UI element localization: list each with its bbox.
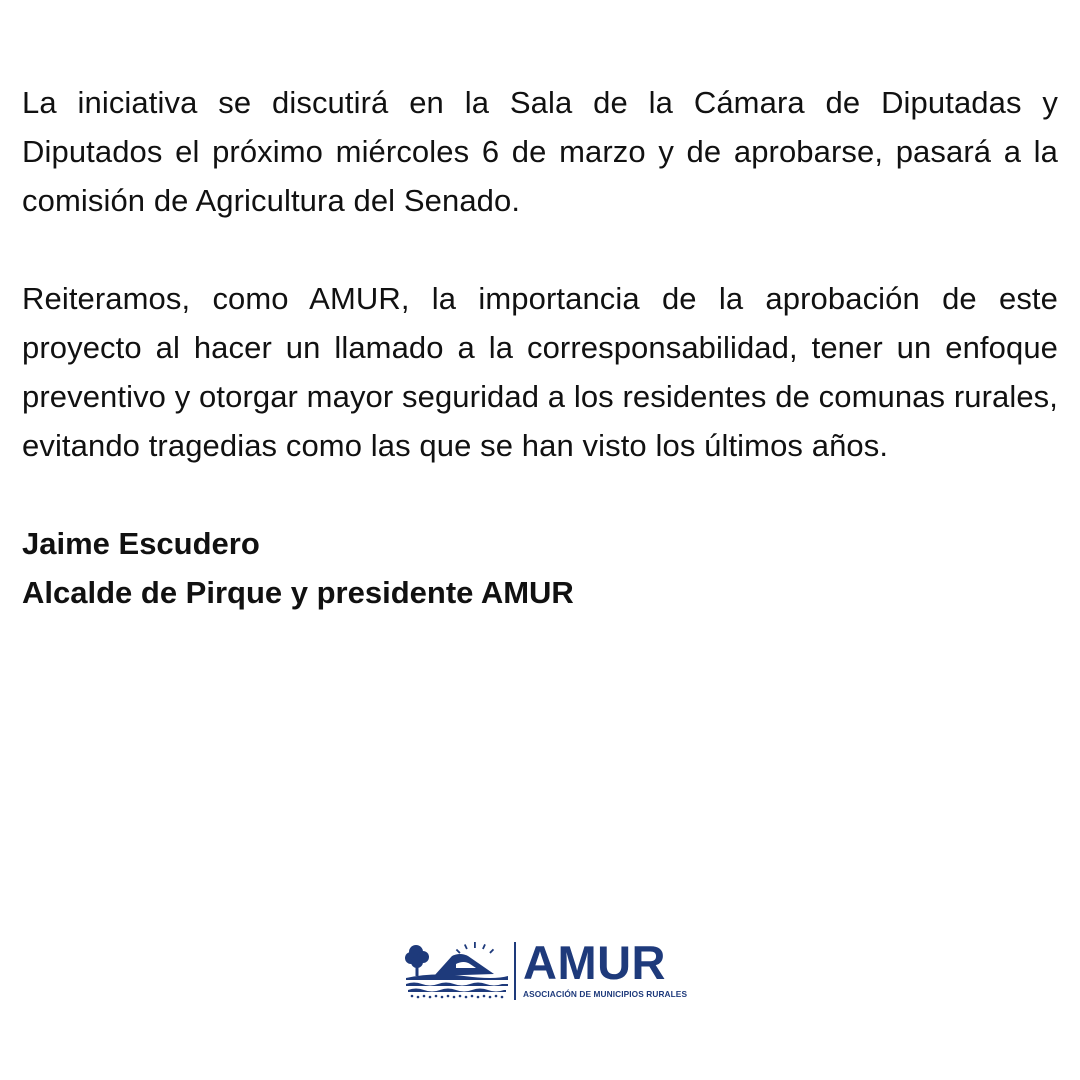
- amur-logo: [404, 936, 688, 1002]
- logo-text: [523, 936, 688, 999]
- paragraph-2: Reiteramos, como AMUR, la importancia de la aprobación de este proyecto al hacer un llamado a la corresponsabilidad, tener un enfoque preventivo y otorgar mayor seguridad a los residentes de comunas rurales, evitando tragedias como las que se han visto los últimos años.: [22, 281, 1058, 463]
- logo-wordmark: AMUR: [523, 936, 666, 989]
- paragraph-1: La iniciativa se discutirá en la Sala de la Cámara de Diputadas y Diputados el próximo miércoles 6 de marzo y de aprobarse, pasará a la comisión de Agricultura del Senado.: [22, 85, 1058, 218]
- logo-divider: [514, 942, 516, 1000]
- logo-subtitle: ASOCIACIÓN DE MUNICIPIOS RURALES: [523, 989, 688, 999]
- signature-name: Jaime Escudero: [22, 526, 260, 561]
- signature-block: [22, 519, 1058, 617]
- document-body: [22, 78, 1058, 617]
- signature-role: Alcalde de Pirque y presidente AMUR: [22, 575, 574, 610]
- rural-landscape-icon: [404, 940, 510, 1000]
